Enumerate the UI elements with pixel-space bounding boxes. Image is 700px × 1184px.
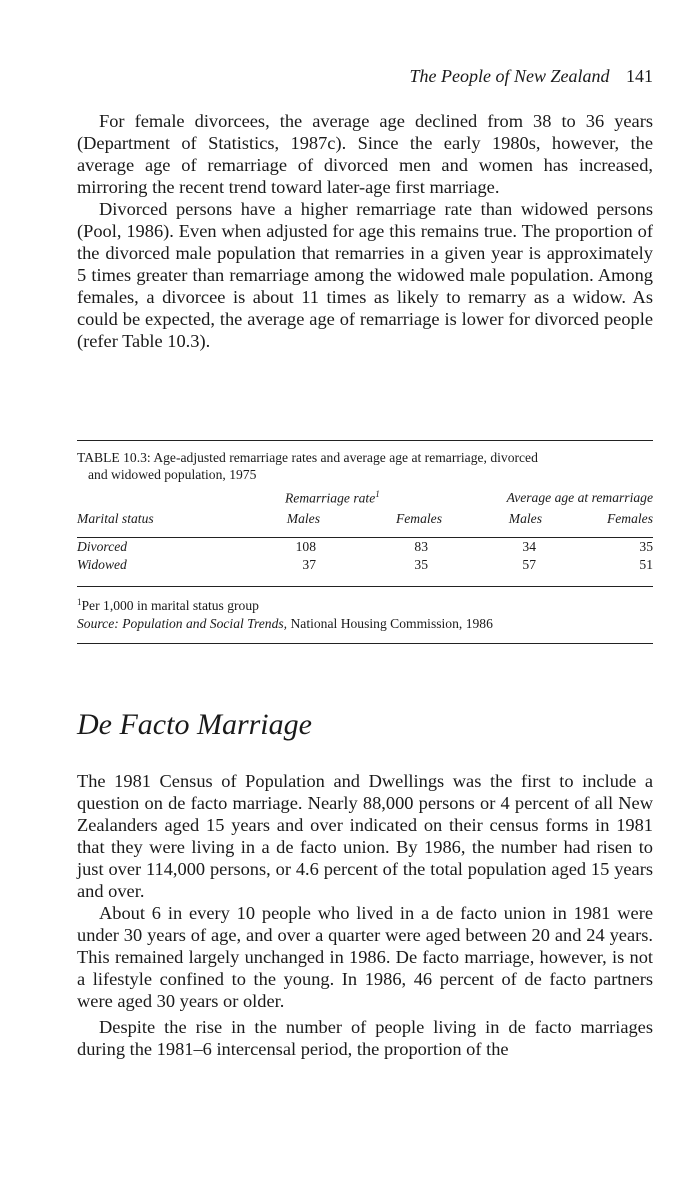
row-header-label: Marital status [77, 511, 154, 526]
paragraph: For female divorcees, the average age declined from 38 to 36 years (Department of Statistics, 1987c). Since the early 1980s, however, the average age of remarriage of divorced men and women has increased, mirroring the recent trend toward later-age first marriage. [77, 111, 653, 197]
source-label: Source: [77, 616, 119, 631]
body-text-top [77, 110, 653, 352]
table-row [77, 556, 653, 574]
table-top-rule [77, 440, 653, 441]
table-cell: 51 [639, 557, 653, 572]
paragraph: Despite the rise in the number of people living in de facto marriages during the 1981–6 intercensal period, the proportion of the [77, 1017, 653, 1059]
table-cell: 37 [302, 557, 316, 572]
section-heading: De Facto Marriage [77, 708, 312, 741]
paragraph: The 1981 Census of Population and Dwellings was the first to include a question on de facto marriage. Nearly 88,000 persons or 4 percent of all New Zealanders aged 15 years and over indicated on their census forms in 1981 that they were living in a de facto union. By 1986, the number had risen to just over 114,000 persons, or 4.6 percent of the total population aged 15 years and over. [77, 771, 653, 901]
table-cell: 35 [414, 557, 428, 572]
col-header-males: Males [508, 511, 542, 526]
table-source [77, 615, 653, 633]
col-header-males: Males [286, 511, 320, 526]
data-table [77, 489, 653, 587]
table-cell: 34 [522, 539, 536, 554]
col-header-females: Females [606, 511, 653, 526]
caption-line: and widowed population, 1975 [88, 467, 257, 482]
caption-line: TABLE 10.3: Age-adjusted remarriage rates and average age at remarriage, divorced [77, 450, 538, 465]
table-caption [77, 449, 653, 483]
table-cell: 108 [295, 539, 316, 554]
footnote-ref: 1 [375, 489, 380, 500]
group-header-remarriage-rate: Remarriage rate$^1$ [285, 489, 380, 506]
paragraph: Divorced persons have a higher remarriage rate than widowed persons (Pool, 1986). Even when adjusted for age this remains true. The proportion of the divorced male population that remarries in a given year is approximately 5 times greater than remarriage among the widowed male population. Among females, a divorcee is about 11 times as likely to remarry as a widow. As could be expected, the average age of remarriage is lower for divorced people (refer Table 10.3). [77, 199, 653, 351]
body-text-section [77, 770, 653, 1060]
column-header-row [77, 507, 653, 531]
source-title: Population and Social Trends, [122, 616, 288, 631]
row-label: Widowed [77, 557, 127, 572]
table-10-3 [77, 440, 653, 644]
row-label: Divorced [77, 539, 128, 554]
table-cell: 57 [522, 557, 536, 572]
group-header-row [77, 489, 653, 507]
table-cell: 35 [639, 539, 653, 554]
table-footnote [77, 593, 653, 615]
running-head-title: The People of New Zealand [409, 66, 610, 86]
footnote-marker: 1 [77, 597, 82, 607]
table-body-rule [77, 586, 653, 587]
page-number: 141 [626, 66, 653, 86]
running-head [410, 66, 653, 87]
table-row [77, 538, 653, 556]
table-cell: 83 [414, 539, 428, 554]
table-bottom-rule [77, 643, 653, 644]
col-header-females: Females [395, 511, 442, 526]
source-text: National Housing Commission, 1986 [290, 616, 493, 631]
footnote-text: Per 1,000 in marital status group [81, 598, 259, 613]
group-header-average-age: Average age at remarriage [506, 490, 653, 505]
paragraph: About 6 in every 10 people who lived in a de facto union in 1981 were under 30 years of age, and over a quarter were aged between 20 and 24 years. This remained largely unchanged in 1986. De facto marriage, however, is not a lifestyle confined to the young. In 1986, 46 percent of de facto partners were aged 30 years or older. [77, 903, 653, 1011]
